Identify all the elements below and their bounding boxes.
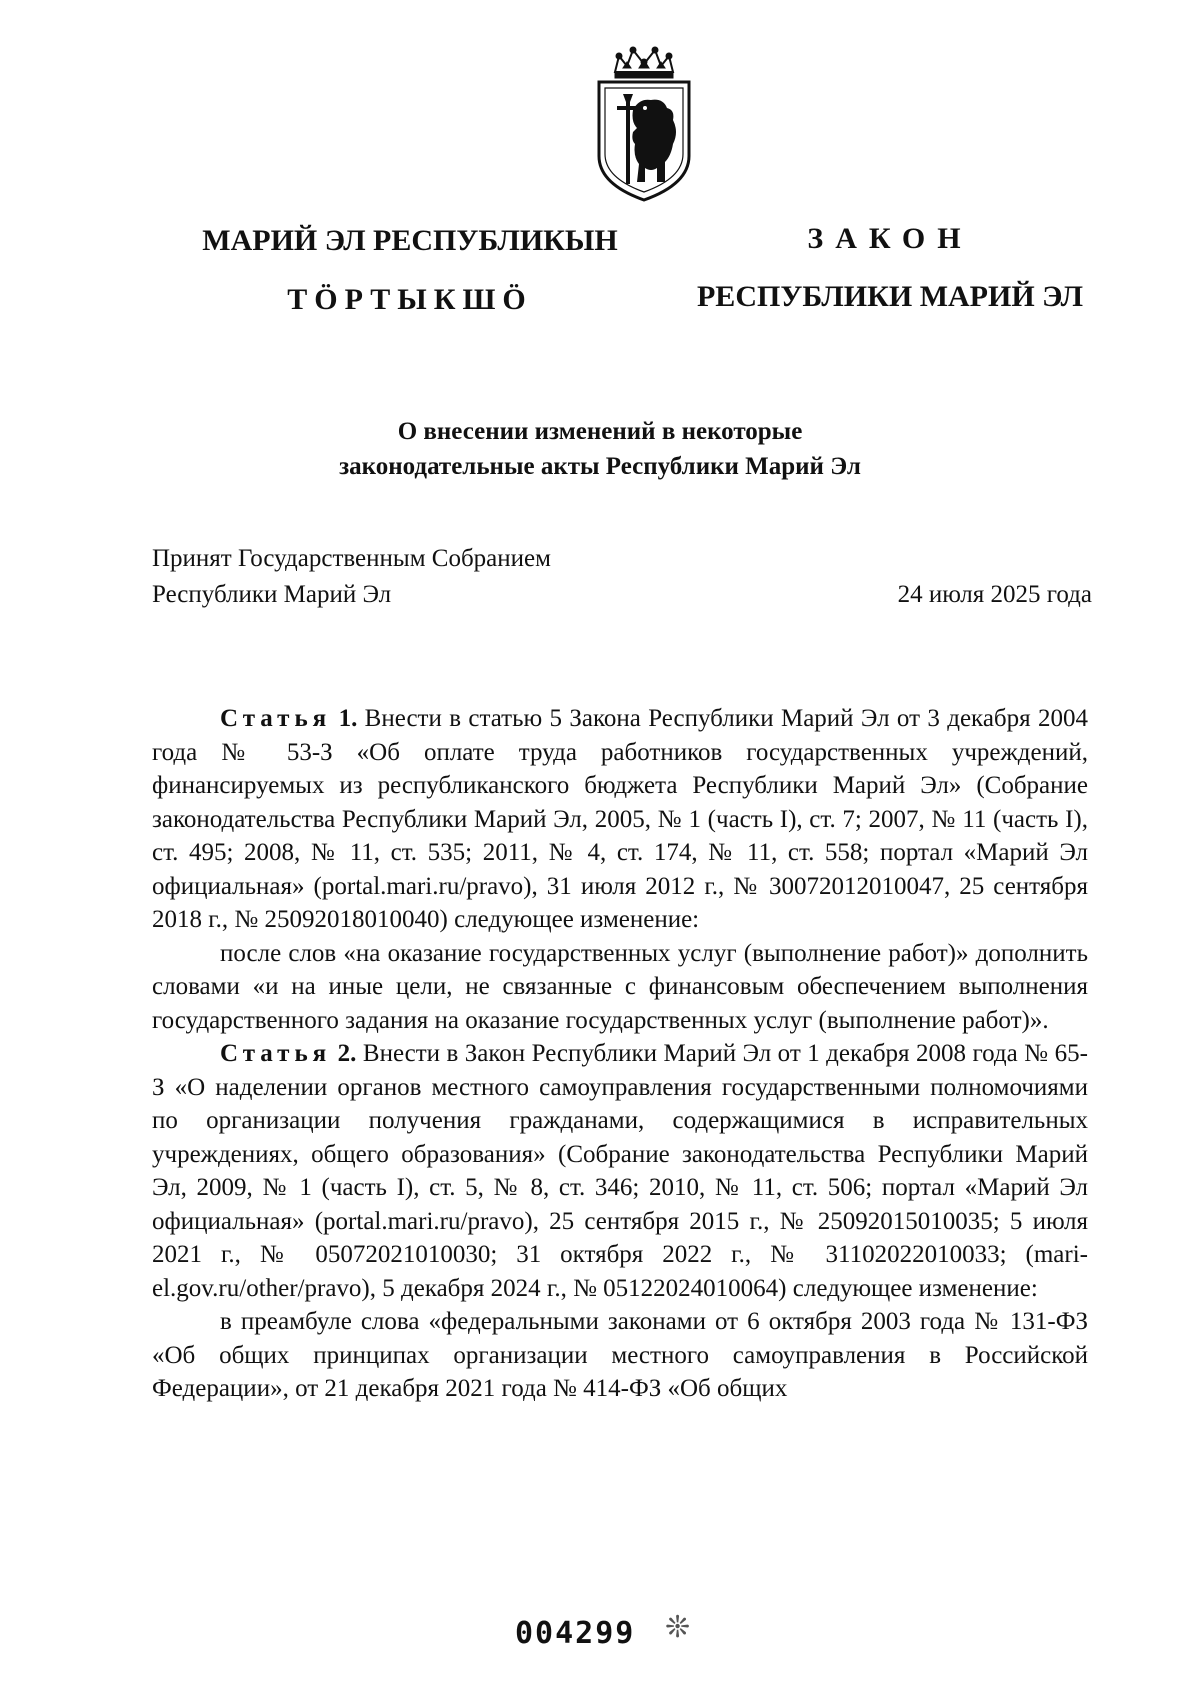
header-mari-republic-name: МАРИЙ ЭЛ РЕСПУБЛИКЫН (202, 224, 618, 257)
document-title-line-2: законодательные акты Республики Марий Эл (339, 453, 861, 480)
article-2-subparagraph: в преамбуле слова «федеральными законами от 6 октября 2003 года № 131-ФЗ «Об общих принципах организации местного самоуправления в Российской Федерации», от 21 декабря 2021 года № 414-ФЗ «Об общих (152, 1308, 1088, 1402)
adoption-block (152, 541, 1092, 613)
header-republic-name: РЕСПУБЛИКИ МАРИЙ ЭЛ (696, 280, 1083, 313)
adoption-line-1: Принят Государственным Собранием (152, 545, 551, 572)
adoption-date: 24 июля 2025 года (897, 581, 1092, 608)
article-1-number: 1. (338, 705, 358, 732)
article-2-number: 2. (337, 1040, 357, 1067)
article-1-label: Статья (220, 705, 332, 732)
header-law-word: ЗАКОН (807, 222, 973, 255)
article-1-subparagraph: после слов «на оказание государственных услуг (выполнение работ)» дополнить словами «и на иные цели, не связанные с финансовым обеспечением выполнения государственного задания на оказание государственных услуг (выполнение работ)». (152, 939, 1088, 1034)
footer-mark: ❊ (665, 1611, 691, 1644)
article-2 (152, 1037, 1088, 1305)
article-1-text: Внести в статью 5 Закона Республики Марий Эл от 3 декабря 2004 года № 53-З «Об оплате труда работников государственных учреждений, финансируемых из республиканского бюджета Республики Марий Эл» (Собрание законодательства Республики Марий Эл, 2005, № 1 (часть I), ст. 7; 2007, № 11 (часть I), ст. 495; 2008, № 11, ст. 535; 2011, № 4, ст. 174, № 11, ст. 558; портал «Марий Эл официальная» (portal.mari.ru/pravo), 31 июля 2012 г., № 30072012010047, 25 сентября 2018 г., № 25092018010040) следующее изменение: (152, 705, 1088, 933)
document-title-line-1: О внесении изменений в некоторые (397, 418, 803, 445)
adoption-line-2: Республики Марий Эл (152, 581, 392, 608)
header-mari-law-word: ТӦРТЫКШӦ (287, 283, 533, 316)
document-body (152, 702, 1088, 1406)
coat-of-arms-icon (593, 44, 695, 204)
document-title (200, 414, 1000, 484)
document-serial-number: 004299 (515, 1616, 636, 1651)
article-2-text: Внести в Закон Республики Марий Эл от 1 декабря 2008 года № 65-З «О наделении органов местного самоуправления государственными полномочиями по организации получения гражданами, содержащимися в исправительных учреждениях, общего образования» (Собрание законодательства Республики Марий Эл, 2009, № 1 (часть I), ст. 5, № 8, ст. 346; 2010, № 11, ст. 506; портал «Марий Эл официальная» (portal.mari.ru/pravo), 25 сентября 2015 г., № 25092015010035; 5 июля 2021 г., № 05072021010030; 31 октября 2022 г., № 31102022010033; (mari-el.gov.ru/other/pravo), 5 декабря 2024 г., № 05122024010064) следующее изменение: (152, 1040, 1089, 1302)
article-2-label: Статья (220, 1040, 332, 1067)
article-1 (152, 702, 1088, 937)
